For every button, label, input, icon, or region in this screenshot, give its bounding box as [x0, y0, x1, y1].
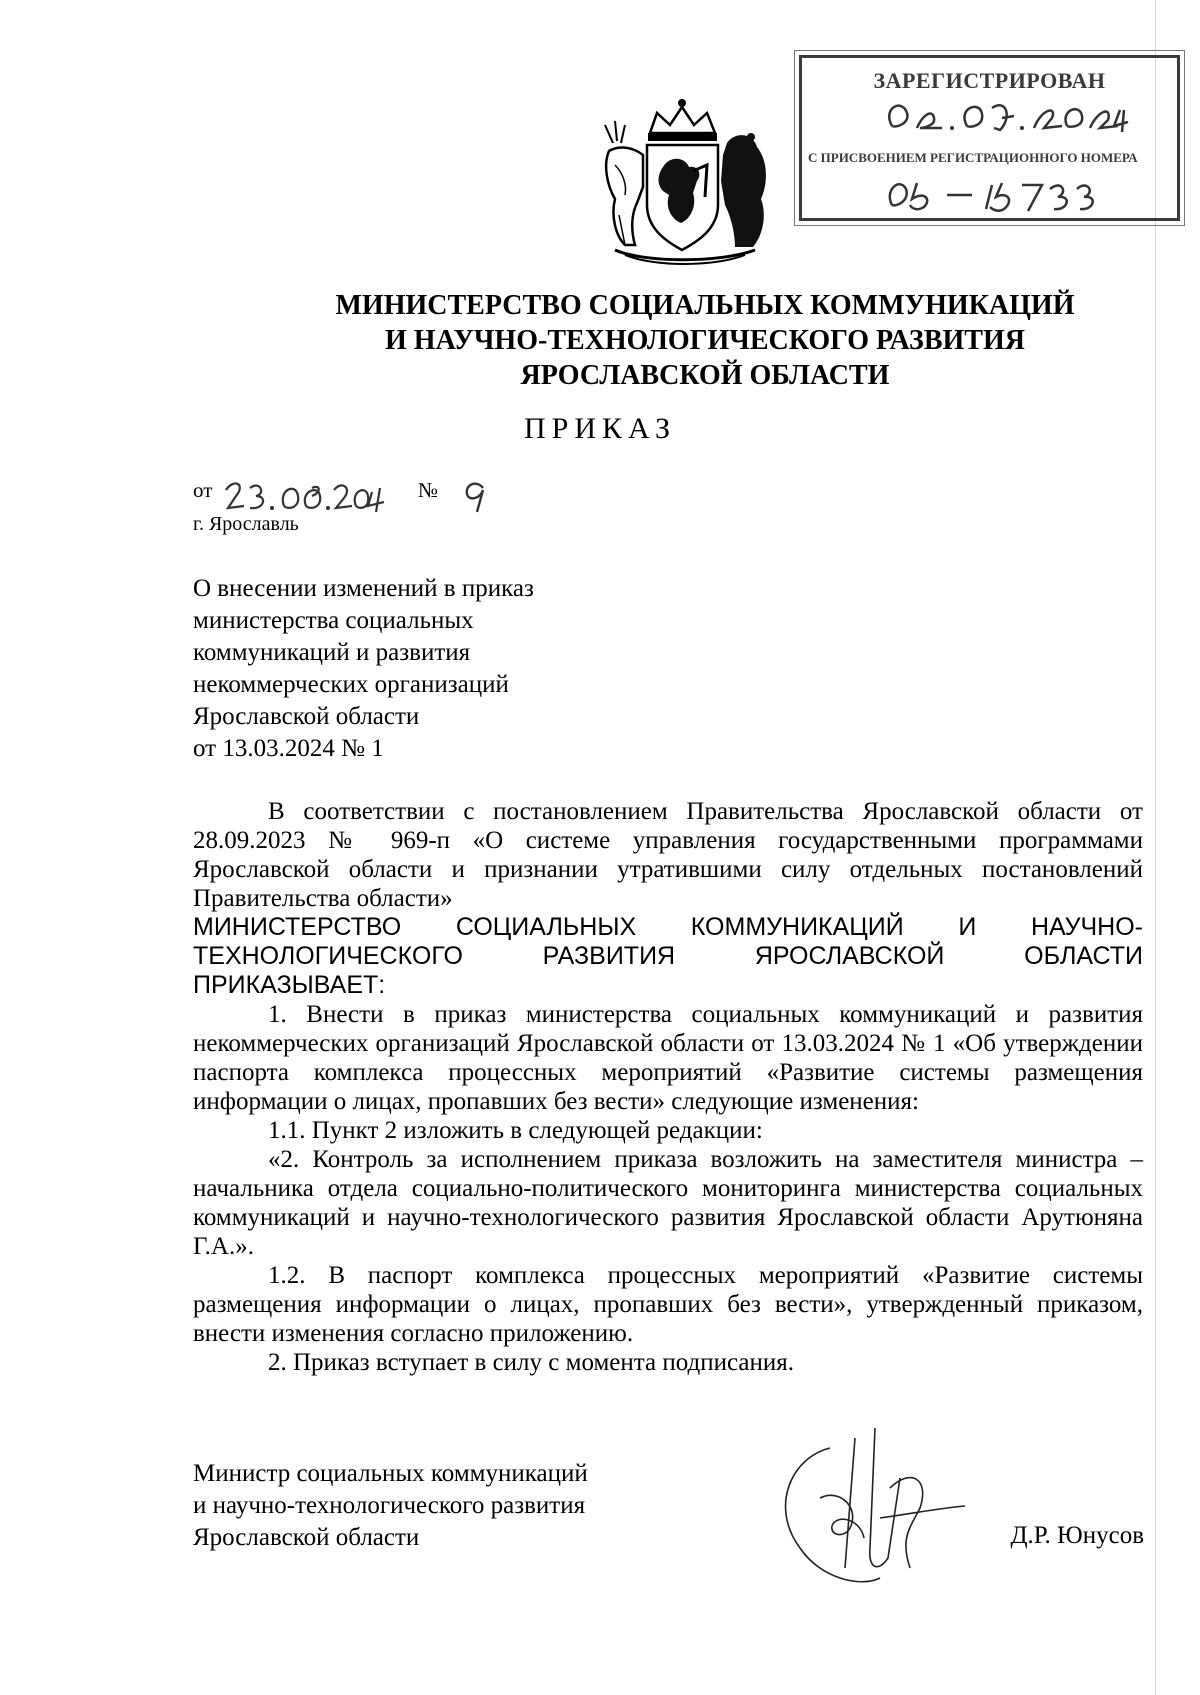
ministry-line: И НАУЧНО-ТЕХНОЛОГИЧЕСКОГО РАЗВИТИЯ: [385, 325, 1025, 356]
signatory-name: Д.Р. Юнусов: [1010, 1522, 1144, 1549]
orders-line: ТЕХНОЛОГИЧЕСКОГО РАЗВИТИЯ ЯРОСЛАВСКОЙ ОБЛАСТИ: [193, 942, 1143, 970]
registration-stamp: [799, 55, 1180, 221]
subject-line: Ярославской области: [193, 703, 420, 730]
subject-line: от 13.03.2024 № 1: [193, 735, 384, 762]
paragraph-1-2: 1.2. В паспорт комплекса процессных мероприятий «Развитие системы размещения информации о лицах, пропавших без вести», утвержденный приказом, внести изменения согласно приложению.: [193, 1262, 1143, 1347]
stamp-handwritten-number: [862, 165, 1132, 220]
paragraph-2: 2. Приказ вступает в силу с момента подписания.: [268, 1349, 794, 1376]
position-line: и научно-технологического развития: [193, 1492, 586, 1519]
preamble-paragraph: В соответствии с постановлением Правительства Ярославской области от 28.09.2023 № 969-п «О системе управления государственными программами Ярославской области и признании утратившими силу отдельных постановлений Правительства области»: [193, 798, 1143, 912]
position-line: Ярославской области: [193, 1524, 420, 1551]
handwritten-order-date: [220, 476, 390, 516]
stamp-title: ЗАРЕГИСТРИРОВАН: [873, 68, 1106, 93]
number-label: №: [418, 478, 439, 502]
scan-edge-line: [1155, 0, 1156, 1695]
orders-line: ПРИКАЗЫВАЕТ:: [193, 971, 386, 999]
subject-line: О внесении изменений в приказ: [193, 575, 534, 602]
handwritten-order-number: [455, 476, 495, 516]
subject-line: некоммерческих организаций: [193, 671, 509, 698]
order-body: [193, 797, 1143, 1377]
paragraph-1-1-text: «2. Контроль за исполнением приказа возложить на заместителя министра – начальника отдела социально-политического мониторинга министерства социальных коммуникаций и научно-технологического развития Ярославской области Арутюняна Г.А.».: [193, 1146, 1143, 1260]
stamp-handwritten-date: [862, 88, 1132, 138]
order-subject: [193, 573, 534, 765]
stamp-subtitle: С ПРИСВОЕНИЕМ РЕГИСТРАЦИОННОГО НОМЕРА: [808, 150, 1138, 165]
document-type-title: ПРИКАЗ: [524, 412, 676, 445]
ministry-name: [300, 288, 1110, 393]
orders-line: МИНИСТЕРСТВО СОЦИАЛЬНЫХ КОММУНИКАЦИЙ И НАУЧНО-: [193, 913, 1143, 941]
subject-line: коммуникаций и развития: [193, 639, 471, 666]
city: г. Ярославль: [193, 513, 299, 535]
ministry-line: ЯРОСЛАВСКОЙ ОБЛАСТИ: [520, 360, 890, 391]
paragraph-1-1: 1.1. Пункт 2 изложить в следующей редакции:: [268, 1117, 763, 1144]
handwritten-signature: [760, 1418, 980, 1608]
from-label: от: [193, 478, 213, 502]
coat-of-arms-emblem: [585, 95, 780, 270]
paragraph-1: 1. Внести в приказ министерства социальных коммуникаций и развития некоммерческих организаций Ярославской области от 13.03.2024 № 1 «Об утверждении паспорта комплекса процессных мероприятий «Развитие системы размещения информации о лицах, пропавших без вести» следующие изменения:: [193, 1001, 1143, 1115]
subject-line: министерства социальных: [193, 607, 474, 634]
position-line: Министр социальных коммуникаций: [193, 1460, 588, 1487]
ministry-line: МИНИСТЕРСТВО СОЦИАЛЬНЫХ КОММУНИКАЦИЙ: [335, 290, 1075, 321]
signatory-position: [193, 1458, 588, 1554]
